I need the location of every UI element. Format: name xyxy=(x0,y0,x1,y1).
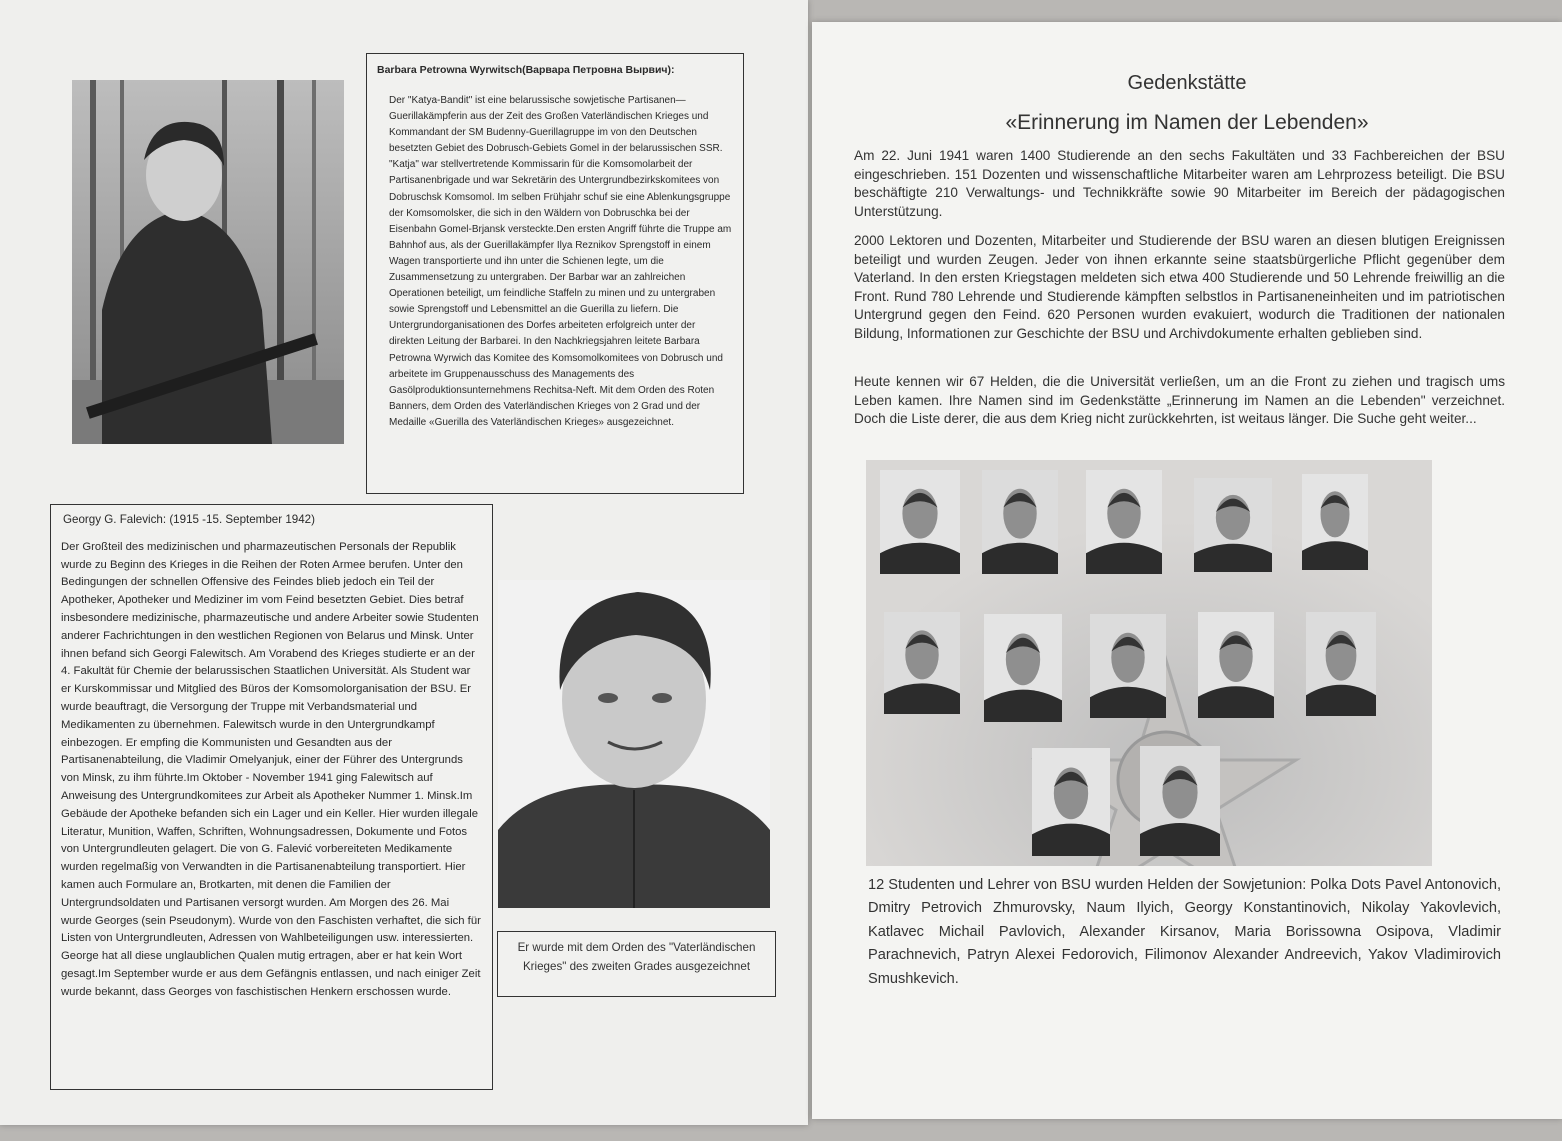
barbara-info-box xyxy=(366,53,744,494)
heroes-list: 12 Studenten und Lehrer von BSU wurden Helden der Sowjetunion: Polka Dots Pavel Antonovich, Dmitry Petrovich Zhmurovsky, Naum Ilyich, Georgy Konstantinovich, Nikolay Yakovlevich, Katlavec Michail Pavlovich, Alexander Kirsanov, Maria Borissowna Osipova, Vladimir Parachnevich, Patryn Alexei Fedorovich, Filimonov Alexander Andreevich, Yakov Vladimirovich Smushkevich. xyxy=(868,877,1501,987)
hero-portrait-9 xyxy=(1198,612,1274,718)
hero-portrait-7 xyxy=(984,614,1062,722)
hero-portrait-4 xyxy=(1194,478,1272,572)
hero-portrait-8 xyxy=(1090,614,1166,718)
memorial-paragraph-1: Am 22. Juni 1941 waren 1400 Studierende an den sechs Fakultäten und 33 Fachbereichen der BSU eingeschrieben. 151 Dozenten und wissenschaftliche Mitarbeiter waren am Lehrprozess beteiligt. Die BSU beschäftigte 210 Verwaltungs- und Technikkräfte sowie 90 Mitarbeiter im Bereich der pädagogischen Unterstützung. xyxy=(854,148,1505,219)
georgy-body: Der Großteil des medizinischen und pharmazeutischen Personals der Republik wurde zu Beginn des Krieges in die Reihen der Roten Armee berufen. Unter den Bedingungen der schnellen Offensive des Feindes blieb jedoch ein Teil der Apotheker, Apotheker und Mediziner im vom Feind besetzten Gebiet. Dies betraf insbesondere medizinische, pharmazeutische und andere Arbeiter sowie Studenten anderer Fachrichtungen in den westlichen Regionen von Belarus und Minsk. Unter ihnen befand sich Georgi Falewitsch. Am Vorabend des Krieges studierte er an der 4. Fakultät für Chemie der belarussischen Staatlichen Universität. Als Student war er Kurskommissar und Mitglied des Büros der Komsomolorganisation der BSU. Er wurde beauftragt, die Versorgung der Truppe mit Verbandsmaterial und Medikamenten zu übernehmen. Falewitsch wurde in den Untergrundkampf einbezogen. Er empfing die Kommunisten und Gesandten aus der Partisanenabteilung, die Vladimir Omelyanjuk, einer der Führer des Untergrunds von Minsk, zu ihm führte.Im Oktober - November 1941 ging Falewitsch auf Anweisung des Untergrundkomitees zur Arbeit als Apotheker Nummer 1. Minsk.Im Gebäude der Apotheke befanden sich ein Lager und ein Keller. Hier wurden illegale Literatur, Munition, Waffen, Schriften, Wohnungsadressen, Dokumente und Fotos von Untergrundleuten gelagert. Die von G. Falević vorbereiteten Medikamente wurden regelmaßig von Verwandten in die Partisanenabteilung transportiert. Hier kamen auch Formulare an, Brotkarten, mit denen die Familien der Untergrundsoldaten und Partisanen versorgt wurden. Am Morgen des 26. Mai wurde Georges (sein Pseudonym). Wurde von den Faschisten verhaftet, die sich für Listen von Untergrundleuten, Adressen von Wahlbeteiligungen usw. interessierten. George hat all diese unglaublichen Qualen mutig ertragen, aber er hat kein Wort gesagt.Im September wurde er aus dem Gefängnis entlassen, und nach einiger Zeit wurde bekannt, dass Georges von faschistischen Henkern erschossen wurde. xyxy=(61,540,481,998)
hero-portrait-5 xyxy=(1302,474,1368,570)
barbara-body: Der "Katya-Bandit" ist eine belarussische sowjetische Partisanen—Guerillakämpferin aus der Zeit des Großen Vaterländischen Krieges und Kommandant der SM Budenny-Guerillagruppe im von den Deutschen besetzten Gebiet des Dobrusch-Gebiets Gomel in der belarussischen SSR. "Katja" war stellvertretende Kommissarin für die Komsomolarbeit der Partisanenbrigade und war Sekretärin des Untergrundbezirkskomitees von Dobruschsk Komsomol. Im selben Frühjahr schuf sie eine Ablenkungsgruppe der Komsomolsker, die sich in den Wäldern von Dobruschka bei der Eisenbahn Gomel-Brjansk versteckte.Den ersten Angriff führte die Truppe am Bahnhof aus, als der Guerillakämpfer Ilya Reznikov Sprengstoff in einem Wagen transportierte und ihn unter die Schienen legte, um die Zusammensetzung zu untergraben. Der Barbar war an zahlreichen Operationen beteiligt, um feindliche Staffeln zu minen und zu untergraben sowie Sprengstoff und Lebensmittel an die Guerilla zu liefern. Die Untergrundorganisationen des Dorfes arbeiteten erfolgreich unter der direkten Leitung der Barbarei. In den Nachkriegsjahren leitete Barbara Petrowna Wyrwich das Komitee des Komsomolkomitees von Dobrusch und arbeitete im Gruppenausschuss des Managements des Gasölproduktionsunternehmens Rechitsa-Neft. Mit dem Orden des Roten Banners, dem Orden des Vaterländischen Krieges von 2 Grad und der Medaille «Guerilla des Vaterländischen Krieges» ausgezeichnet. xyxy=(389,95,732,428)
heroes-portraits-icon xyxy=(866,460,1432,866)
hero-portrait-10 xyxy=(1306,612,1376,716)
barbara-photo-icon xyxy=(72,80,344,444)
hero-portrait-6 xyxy=(884,612,960,714)
hero-portrait-11 xyxy=(1032,748,1110,856)
hero-portrait-3 xyxy=(1086,470,1162,574)
memorial-title: Gedenkstätte xyxy=(1127,72,1247,94)
hero-portrait-12 xyxy=(1140,746,1220,856)
georgy-info-box xyxy=(50,504,493,1090)
georgy-title: Georgy G. Falevich: (1915 -15. September 1942) xyxy=(63,513,315,526)
georgy-caption: Er wurde mit dem Orden des "Vaterländischen Krieges" des zweiten Grades ausgezeichnet xyxy=(517,941,756,973)
right-sheet xyxy=(812,22,1562,1119)
georgy-caption-box xyxy=(497,931,776,997)
hero-portrait-1 xyxy=(880,470,960,574)
georgy-photo-icon xyxy=(498,580,770,908)
hero-portrait-2 xyxy=(982,470,1058,574)
memorial-subtitle: «Erinnerung im Namen der Lebenden» xyxy=(1005,111,1369,134)
barbara-title: Barbara Petrowna Wyrwitsch(Варвара Петровна Вырвич): xyxy=(377,64,675,76)
memorial-paragraph-3: Heute kennen wir 67 Helden, die die Universität verließen, um an die Front zu ziehen und tragisch ums Leben kamen. Ihre Namen sind im Gedenkstätte „Erinnerung im Namen an die Lebenden" verzeichnet. Doch die Liste derer, die aus dem Krieg nicht zurückkehrten, ist weitaus länger. Die Suche geht weiter... xyxy=(854,374,1505,427)
memorial-paragraph-2: 2000 Lektoren und Dozenten, Mitarbeiter und Studierende der BSU waren an diesen blutigen Ereignissen beteiligt und wurden Zeugen. Jeder von ihnen erkannte seine staatsbürgerliche Pflicht gegenüber dem Vaterland. In den ersten Kriegstagen meldeten sich etwa 400 Studierende und 50 Lehrende freiwillig an die Front. Rund 780 Lehrende und Studierende kämpften selbstlos in Partisaneneinheiten und im patriotischen Untergrund gegen den Feind. 620 Personen wurden evakuiert, wodurch die Traditionen der nationalen Bildung, Informationen zur Geschichte der BSU und Archivdokumente erhalten geblieben sind. xyxy=(854,233,1505,341)
